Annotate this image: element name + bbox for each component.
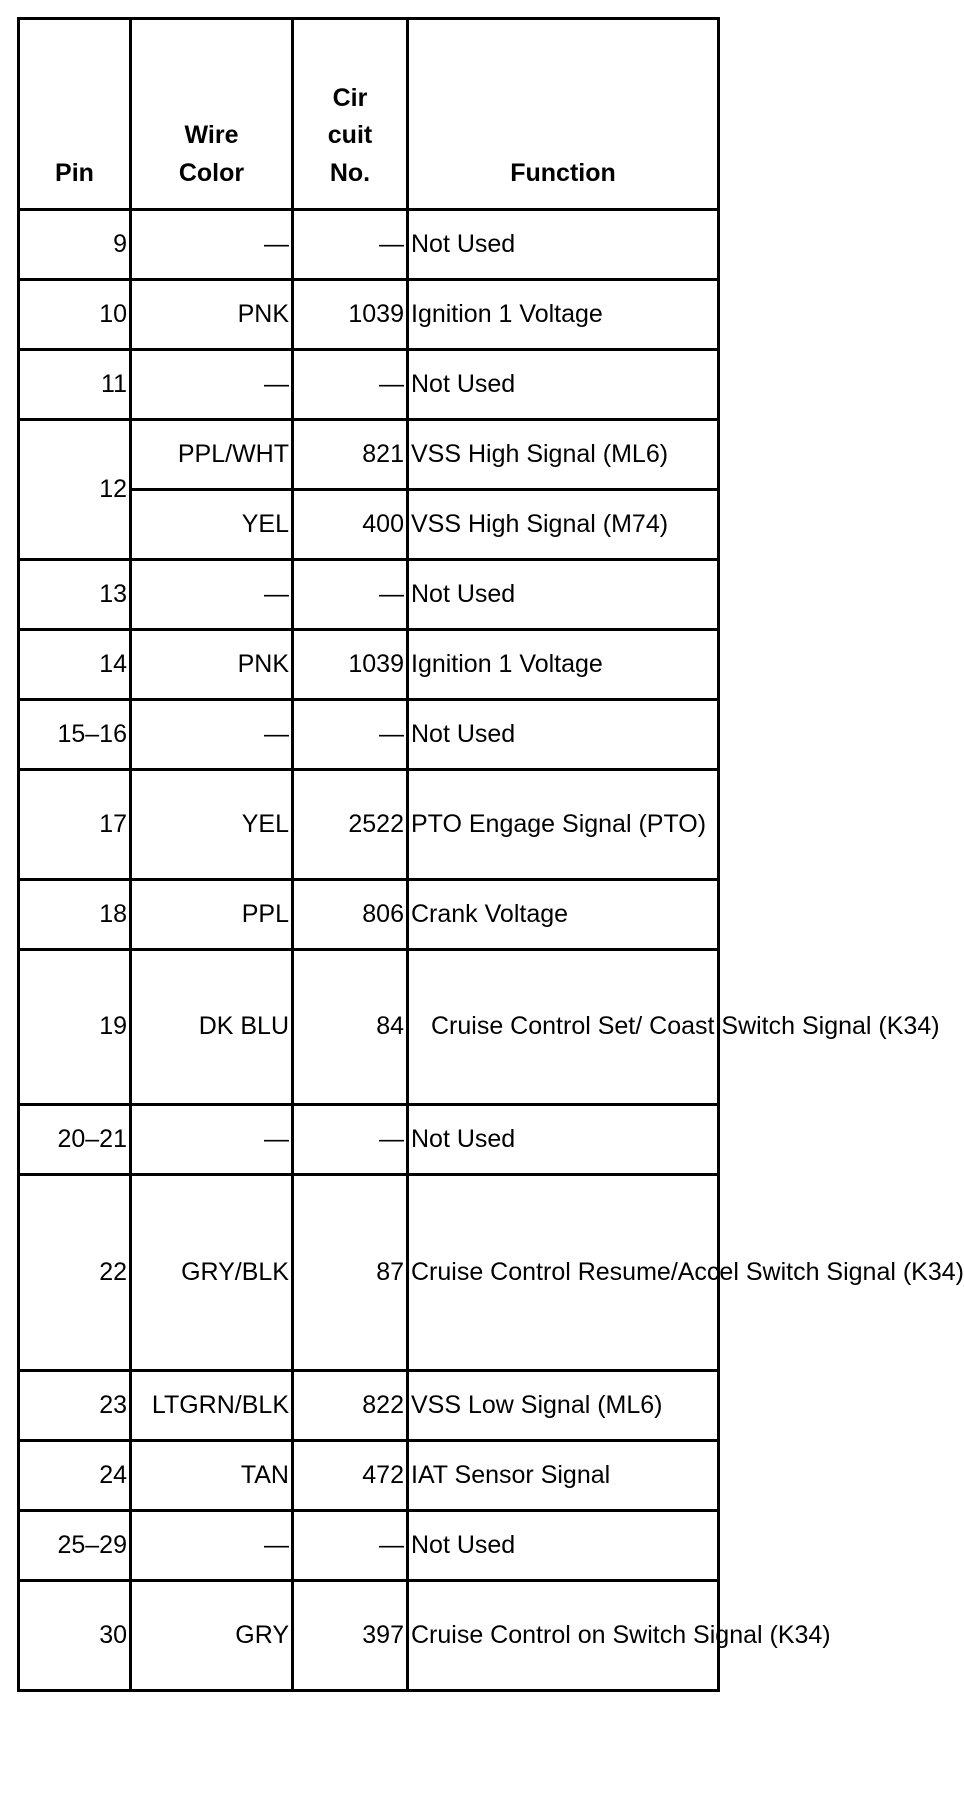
wire-color-cell: LTGRN/BLK (131, 1371, 293, 1441)
table-row (19, 1581, 719, 1691)
pin-cell: 18 (19, 880, 131, 950)
pin-cell: 13 (19, 560, 131, 630)
pin-cell: 20–21 (19, 1105, 131, 1175)
table-row (19, 880, 719, 950)
table-row (19, 700, 719, 770)
function-cell: Not Used (408, 210, 719, 280)
table-row (19, 950, 719, 1105)
header-circuit-no: Cir cuit No. (293, 19, 408, 210)
wire-color-cell: PPL/WHT (131, 420, 293, 490)
pin-cell: 23 (19, 1371, 131, 1441)
pin-cell: 30 (19, 1581, 131, 1691)
circuit-cell: 472 (293, 1441, 408, 1511)
wire-color-cell: — (131, 1511, 293, 1581)
circuit-cell: — (293, 350, 408, 420)
pin-table (17, 17, 964, 1692)
function-cell: Ignition 1 Voltage (408, 630, 719, 700)
table-row (19, 210, 719, 280)
circuit-cell: 821 (293, 420, 408, 490)
table-row (19, 1371, 719, 1441)
function-cell: VSS High Signal (ML6) (408, 420, 719, 490)
wire-color-cell: YEL (131, 770, 293, 880)
circuit-cell: 2522 (293, 770, 408, 880)
function-cell: PTO Engage Signal (PTO) (408, 770, 719, 880)
function-cell: IAT Sensor Signal (408, 1441, 719, 1511)
circuit-cell: — (293, 700, 408, 770)
circuit-cell: 1039 (293, 630, 408, 700)
pin-cell: 19 (19, 950, 131, 1105)
function-cell: Not Used (408, 350, 719, 420)
wire-color-cell: YEL (131, 490, 293, 560)
circuit-cell: 822 (293, 1371, 408, 1441)
header-pin: Pin (19, 19, 131, 210)
circuit-cell: — (293, 210, 408, 280)
pin-cell: 25–29 (19, 1511, 131, 1581)
wire-color-cell: GRY (131, 1581, 293, 1691)
wire-color-cell: — (131, 560, 293, 630)
header-wire-color: Wire Color (131, 19, 293, 210)
function-cell: Cruise Control Set/ Coast Switch Signal (K34) (408, 950, 719, 1105)
circuit-cell: 87 (293, 1175, 408, 1371)
circuit-cell: 84 (293, 950, 408, 1105)
pin-cell: 22 (19, 1175, 131, 1371)
table-row (19, 1441, 719, 1511)
function-cell: Not Used (408, 700, 719, 770)
function-cell: Ignition 1 Voltage (408, 280, 719, 350)
function-cell: Not Used (408, 560, 719, 630)
wire-color-cell: GRY/BLK (131, 1175, 293, 1371)
function-cell: Not Used (408, 1105, 719, 1175)
function-cell: VSS High Signal (M74) (408, 490, 719, 560)
pin-cell: 10 (19, 280, 131, 350)
wire-color-cell: — (131, 210, 293, 280)
pin-cell: 14 (19, 630, 131, 700)
wire-color-cell: PNK (131, 630, 293, 700)
header-function: Function (408, 19, 719, 210)
pin-cell: 12 (19, 420, 131, 560)
pin-cell: 17 (19, 770, 131, 880)
circuit-cell: 1039 (293, 280, 408, 350)
circuit-cell: — (293, 1511, 408, 1581)
wire-color-cell: DK BLU (131, 950, 293, 1105)
table-row (19, 560, 719, 630)
function-cell: Crank Voltage (408, 880, 719, 950)
table-row (19, 1105, 719, 1175)
wire-color-cell: — (131, 350, 293, 420)
function-cell: Cruise Control on Switch Signal (K34) (408, 1581, 719, 1691)
table-row (19, 770, 719, 880)
circuit-cell: 400 (293, 490, 408, 560)
table-row (19, 350, 719, 420)
table-row (19, 630, 719, 700)
circuit-cell: 397 (293, 1581, 408, 1691)
table-row (19, 420, 719, 490)
wire-color-cell: PPL (131, 880, 293, 950)
circuit-cell: — (293, 560, 408, 630)
pin-cell: 15–16 (19, 700, 131, 770)
function-cell: VSS Low Signal (ML6) (408, 1371, 719, 1441)
pin-cell: 11 (19, 350, 131, 420)
pin-cell: 24 (19, 1441, 131, 1511)
header-row (19, 19, 719, 210)
circuit-cell: 806 (293, 880, 408, 950)
table-row (19, 1511, 719, 1581)
wire-color-cell: — (131, 1105, 293, 1175)
wire-color-cell: — (131, 700, 293, 770)
pin-cell: 9 (19, 210, 131, 280)
table-row (19, 1175, 719, 1371)
function-cell: Cruise Control Resume/Accel Switch Signal (K34) (408, 1175, 719, 1371)
table-row (19, 280, 719, 350)
wire-color-cell: PNK (131, 280, 293, 350)
function-cell: Not Used (408, 1511, 719, 1581)
wire-color-cell: TAN (131, 1441, 293, 1511)
circuit-cell: — (293, 1105, 408, 1175)
